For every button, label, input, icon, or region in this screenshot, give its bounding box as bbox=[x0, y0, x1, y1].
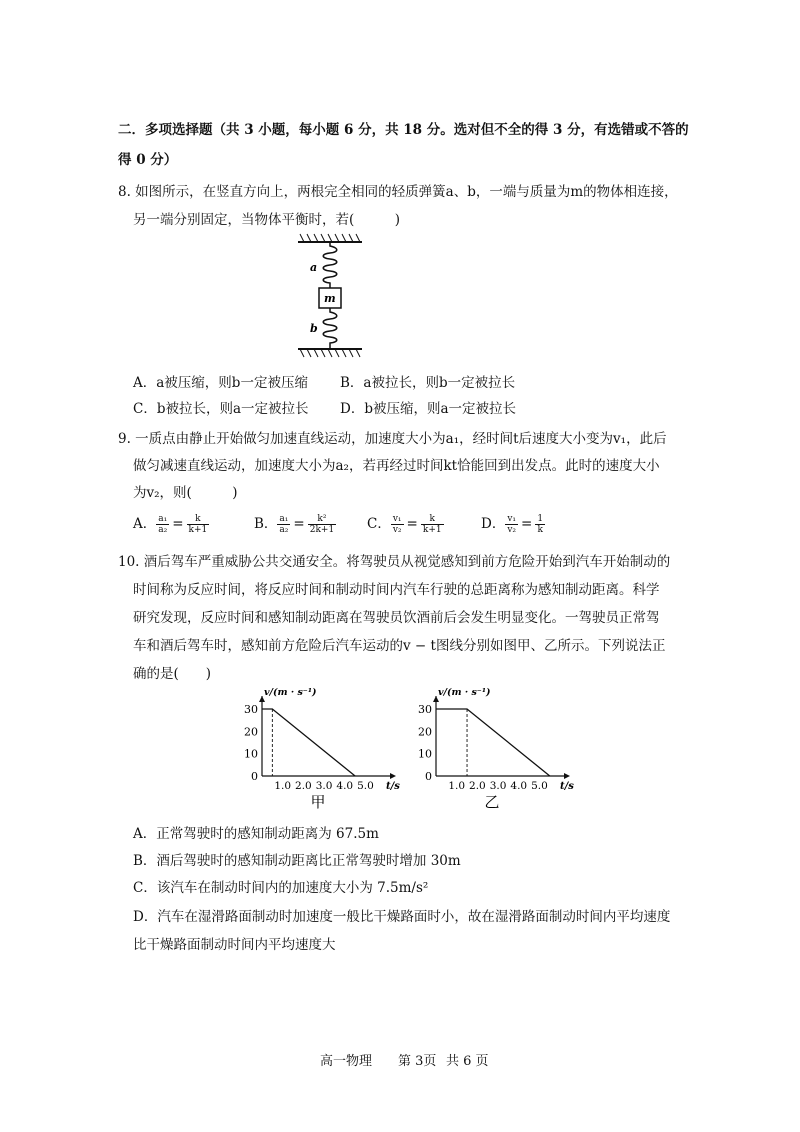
q10-option-a[interactable]: A．正常驾驶时的感知制动距离为 67.5m bbox=[133, 826, 379, 842]
q8-option-c[interactable]: C．b被拉长，则a一定被拉长 bbox=[133, 401, 309, 417]
y-tick-label: 20 bbox=[244, 725, 258, 739]
fraction: $\frac{\text{a₁}}{\text{a₂}}$ bbox=[279, 514, 289, 535]
spring-b bbox=[323, 308, 337, 349]
x-tick-label: 1.0 bbox=[274, 780, 292, 792]
fraction: $\frac{\text{v₁}}{\text{v₂}}$ bbox=[392, 514, 402, 535]
floor-hatch bbox=[300, 349, 360, 357]
chart-caption: 甲 bbox=[310, 793, 326, 811]
q10-stem-line5: 确的是( ) bbox=[133, 666, 212, 682]
fraction: $\frac{1}{k}$ bbox=[537, 514, 544, 535]
y-tick-label: 10 bbox=[418, 747, 432, 761]
y-tick-label: 30 bbox=[418, 703, 432, 716]
label-a: a bbox=[310, 261, 318, 274]
q9-stem-line2: 做匀减速直线运动，加速度大小为a₂，若再经过时间kt恰能回到出发点。此时的速度大小 bbox=[133, 458, 660, 474]
q9-stem-line1: 9. 一质点由静止开始做匀加速直线运动，加速度大小为a₁，经时间t后速度大小变为v₁，此后 bbox=[118, 431, 667, 447]
q10-option-c[interactable]: C．该汽车在制动时间内的加速度大小为 7.5m/s² bbox=[133, 880, 429, 896]
q9-option-d[interactable]: D． $\frac{\text{v₁}}{\text{v₂}}$ = $\frac{1}{k}$ bbox=[481, 514, 544, 535]
x-axis-label: t/s bbox=[560, 781, 574, 792]
q10-option-d-line2[interactable]: 比干燥路面制动时间内平均速度大 bbox=[133, 937, 336, 953]
q10-stem-line3: 研究发现，反应时间和感知制动距离在驾驶员饮酒前后会发生明显变化。一驾驶员正常驾 bbox=[133, 610, 660, 626]
y-tick-label: 0 bbox=[425, 770, 432, 783]
q10-stem-line1: 10. 酒后驾车严重威胁公共交通安全。将驾驶员从视觉感知到前方危险开始到汽车开始制动的 bbox=[118, 554, 671, 570]
vt-chart-jia bbox=[232, 684, 402, 812]
section-title-line2: 得 0 分） bbox=[118, 152, 178, 168]
y-tick-label: 0 bbox=[251, 770, 258, 783]
q10-stem-line4: 车和酒后驾车时，感知前方危险后汽车运动的v − t图线分别如图甲、乙所示。下列说法正 bbox=[133, 638, 666, 654]
footer-page: 第 3页 bbox=[398, 1054, 437, 1069]
q8-stem-line1: 8. 如图所示，在竖直方向上，两根完全相同的轻质弹簧a、b，一端与质量为m的物体相连接， bbox=[118, 184, 678, 200]
x-tick-label: 5.0 bbox=[531, 780, 548, 792]
q8-option-b[interactable]: B．a被拉长，则b一定被拉长 bbox=[340, 375, 516, 391]
q8-option-a[interactable]: A．a被压缩，则b一定被压缩 bbox=[133, 375, 308, 391]
velocity-line bbox=[436, 709, 550, 776]
q9-option-a-label: A． bbox=[133, 516, 157, 532]
label-m: m bbox=[324, 292, 336, 305]
x-tick-label: 4.0 bbox=[336, 780, 354, 792]
q8-stem-line2: 另一端分别固定，当物体平衡时，若( ) bbox=[133, 212, 401, 228]
x-axis-arrow bbox=[564, 773, 570, 779]
q9-option-a[interactable]: A． $\frac{\text{a₁}}{\text{a₂}}$ = $\frac{k}{k+1}$ bbox=[133, 514, 208, 535]
label-b: b bbox=[310, 322, 318, 335]
y-tick-label: 20 bbox=[418, 725, 432, 739]
x-tick-label: 3.0 bbox=[489, 780, 507, 792]
q10-stem-line2: 时间称为反应时间，将反应时间和制动时间内汽车行驶的总距离称为感知制动距离。科学 bbox=[133, 582, 660, 598]
x-axis-arrow bbox=[390, 773, 396, 779]
y-tick-label: 10 bbox=[244, 747, 258, 761]
q9-option-c-label: C． bbox=[367, 516, 391, 532]
q10-option-d-line1[interactable]: D．汽车在湿滑路面制动时加速度一般比干燥路面时小，故在湿滑路面制动时间内平均速度 bbox=[133, 909, 671, 925]
x-tick-label: 2.0 bbox=[469, 780, 486, 792]
x-tick-label: 5.0 bbox=[357, 780, 374, 792]
fraction: $\frac{\text{k²}}{2k+1}$ bbox=[309, 514, 335, 535]
q8-option-d[interactable]: D．b被压缩，则a一定被拉长 bbox=[340, 401, 517, 417]
y-axis-label: v/(m · s⁻¹) bbox=[264, 687, 317, 698]
q9-stem-line3: 为v₂，则( ) bbox=[133, 485, 238, 501]
x-tick-label: 4.0 bbox=[510, 780, 528, 792]
fraction: $\frac{k}{k+1}$ bbox=[188, 514, 208, 535]
velocity-line bbox=[262, 709, 355, 776]
x-tick-label: 1.0 bbox=[448, 780, 466, 792]
q10-option-b[interactable]: B．酒后驾驶时的感知制动距离比正常驾驶时增加 30m bbox=[133, 853, 461, 869]
chart-caption: 乙 bbox=[484, 793, 500, 811]
q9-option-b-label: B． bbox=[254, 516, 278, 532]
footer-total: 共 6 页 bbox=[446, 1054, 489, 1069]
vt-chart-yi bbox=[406, 684, 576, 812]
spring-a bbox=[323, 242, 337, 288]
section-title-line1: 二．多项选择题（共 3 小题，每小题 6 分，共 18 分。选对但不全的得 3 分，有选错或不答的 bbox=[118, 122, 689, 138]
x-tick-label: 2.0 bbox=[295, 780, 312, 792]
fraction: $\frac{\text{v₁}}{\text{v₂}}$ bbox=[507, 514, 517, 535]
y-axis-label: v/(m · s⁻¹) bbox=[438, 687, 491, 698]
spring-diagram bbox=[290, 232, 380, 360]
x-tick-label: 3.0 bbox=[315, 780, 333, 792]
q9-option-b[interactable]: B． $\frac{\text{a₁}}{\text{a₂}}$ = $\frac{\text{k²}}{2k+1}$ bbox=[254, 514, 335, 535]
q9-option-c[interactable]: C． $\frac{\text{v₁}}{\text{v₂}}$ = $\frac{k}{k+1}$ bbox=[367, 514, 442, 535]
footer-subject: 高一物理 bbox=[320, 1054, 373, 1069]
x-axis-label: t/s bbox=[386, 781, 400, 792]
q9-option-d-label: D． bbox=[481, 516, 506, 532]
fraction: $\frac{k}{k+1}$ bbox=[422, 514, 442, 535]
y-tick-label: 30 bbox=[244, 703, 258, 716]
fraction: $\frac{\text{a₁}}{\text{a₂}}$ bbox=[158, 514, 168, 535]
ceiling-hatch bbox=[300, 234, 360, 242]
